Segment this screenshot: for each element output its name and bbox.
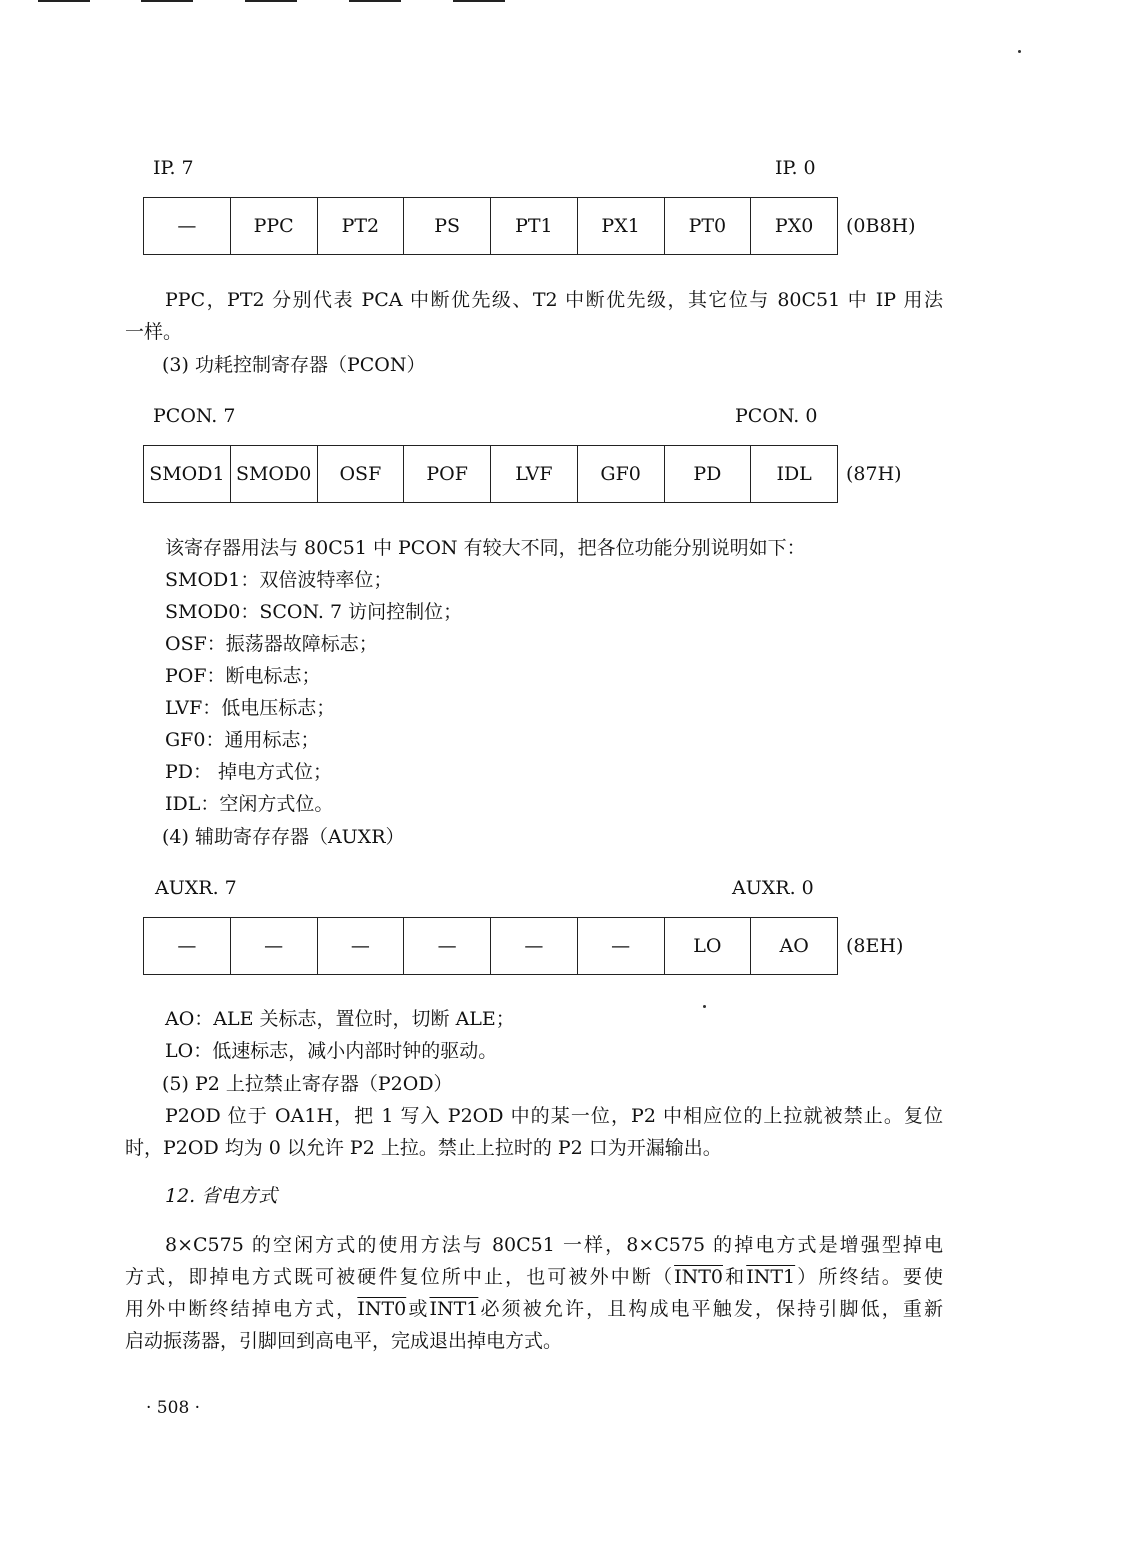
auxr-label-high: AUXR. 7	[155, 877, 237, 899]
auxr-bit-3: —	[491, 918, 578, 975]
auxr-bit-2: —	[577, 918, 664, 975]
auxr-address: (8EH)	[846, 935, 904, 957]
section-12-line-2-post: ）所终结。要使	[795, 1266, 943, 1288]
section-12-line-2	[125, 1261, 943, 1293]
p2od-description-line-1: P2OD 位于 OA1H，把 1 写入 P2OD 中的某一位，P2 中相应位的上拉就被禁止。复位	[165, 1105, 943, 1127]
auxr-bit-0: AO	[751, 918, 838, 975]
pcon-bit-desc-pof: POF：断电标志；	[165, 665, 321, 687]
pcon-intro: 该寄存器用法与 80C51 中 PCON 有较大不同，把各位功能分别说明如下：	[165, 537, 806, 559]
section-12-line-3	[125, 1293, 943, 1325]
pcon-bit-4: POF	[404, 446, 491, 503]
auxr-bit-6: —	[230, 918, 317, 975]
auxr-heading: (4) 辅助寄存存器（AUXR）	[162, 826, 405, 848]
pcon-bit-desc-lvf: LVF：低电压标志；	[165, 697, 336, 719]
top-rule-3	[245, 0, 297, 2]
scan-speck	[1018, 50, 1021, 53]
pcon-bit-desc-osf: OSF：振荡器故障标志；	[165, 633, 378, 655]
auxr-register-table	[143, 917, 838, 975]
auxr-bit-7: —	[144, 918, 231, 975]
pcon-bit-2: GF0	[577, 446, 664, 503]
pcon-bit-1: PD	[664, 446, 751, 503]
pcon-bit-3: LVF	[491, 446, 578, 503]
ip-bit-4: PS	[404, 198, 491, 255]
section-12-line-3-post: 必须被允许，且构成电平触发，保持引脚低，重新	[478, 1298, 943, 1320]
section-12-heading: 12. 省电方式	[165, 1185, 278, 1207]
p2od-description-line-2: 时，P2OD 均为 0 以允许 P2 上拉。禁止上拉时的 P2 口为开漏输出。	[125, 1137, 722, 1159]
ip-bit-5: PT2	[317, 198, 404, 255]
pcon-label-low: PCON. 0	[735, 405, 818, 427]
top-rule-2	[141, 0, 193, 2]
section-12-line-1: 8×C575 的空闲方式的使用方法与 80C51 一样，8×C575 的掉电方式是增强型掉电	[165, 1234, 943, 1256]
pcon-label-high: PCON. 7	[153, 405, 236, 427]
pcon-bit-desc-smod1: SMOD1：双倍波特率位；	[165, 569, 393, 591]
auxr-bit-1: LO	[664, 918, 751, 975]
ip-register-table	[143, 197, 838, 255]
int0-signal: INT0	[674, 1266, 723, 1288]
section-12-line-2-pre: 方式，即掉电方式既可被硬件复位所中止，也可被外中断（	[125, 1266, 675, 1288]
top-rule-5	[453, 0, 505, 2]
ip-label-high: IP. 7	[153, 157, 194, 179]
ip-address: (0B8H)	[846, 215, 916, 237]
pcon-bit-desc-smod0: SMOD0：SCON. 7 访问控制位；	[165, 601, 463, 623]
pcon-bit-desc-gf0: GF0：通用标志；	[165, 729, 320, 751]
ip-bit-0: PX0	[751, 198, 838, 255]
int0-signal-2: INT0	[357, 1298, 407, 1320]
auxr-bit-5: —	[317, 918, 404, 975]
ip-bit-6: PPC	[230, 198, 317, 255]
pcon-bit-desc-pd: PD： 掉电方式位；	[165, 761, 333, 783]
pcon-heading: (3) 功耗控制寄存器（PCON）	[162, 354, 426, 376]
ip-bit-1: PT0	[664, 198, 751, 255]
section-12-line-4: 启动振荡器，引脚回到高电平，完成退出掉电方式。	[125, 1330, 563, 1352]
ip-description-line-2: 一样。	[125, 321, 183, 343]
pcon-address: (87H)	[846, 463, 902, 485]
top-rule-4	[349, 0, 401, 2]
top-rule-1	[38, 0, 90, 2]
scan-speck	[703, 1005, 706, 1008]
ip-bit-3: PT1	[491, 198, 578, 255]
pcon-bit-5: OSF	[317, 446, 404, 503]
ip-bit-2: PX1	[577, 198, 664, 255]
pcon-bit-0: IDL	[751, 446, 838, 503]
ip-label-low: IP. 0	[775, 157, 816, 179]
pcon-bit-7: SMOD1	[144, 446, 231, 503]
auxr-bit-4: —	[404, 918, 491, 975]
ip-description-line-1: PPC，PT2 分别代表 PCA 中断优先级、T2 中断优先级，其它位与 80C51 中 IP 用法	[165, 289, 943, 311]
pcon-bit-desc-idl: IDL：空闲方式位。	[165, 793, 334, 815]
or-word: 或	[406, 1298, 430, 1320]
pcon-register-table	[143, 445, 838, 503]
page-number: · 508 ·	[146, 1398, 201, 1418]
p2od-heading: (5) P2 上拉禁止寄存器（P2OD）	[162, 1073, 453, 1095]
auxr-bit-desc-lo: LO：低速标志，减小内部时钟的驱动。	[165, 1040, 498, 1062]
int1-signal: INT1	[746, 1266, 796, 1288]
and-word: 和	[722, 1266, 747, 1288]
int1-signal-2: INT1	[429, 1298, 479, 1320]
auxr-bit-desc-ao: AO：ALE 关标志，置位时，切断 ALE；	[165, 1008, 515, 1030]
ip-bit-7: —	[144, 198, 231, 255]
pcon-bit-6: SMOD0	[230, 446, 317, 503]
section-12-line-3-pre: 用外中断终结掉电方式，	[125, 1298, 358, 1320]
auxr-label-low: AUXR. 0	[732, 877, 814, 899]
